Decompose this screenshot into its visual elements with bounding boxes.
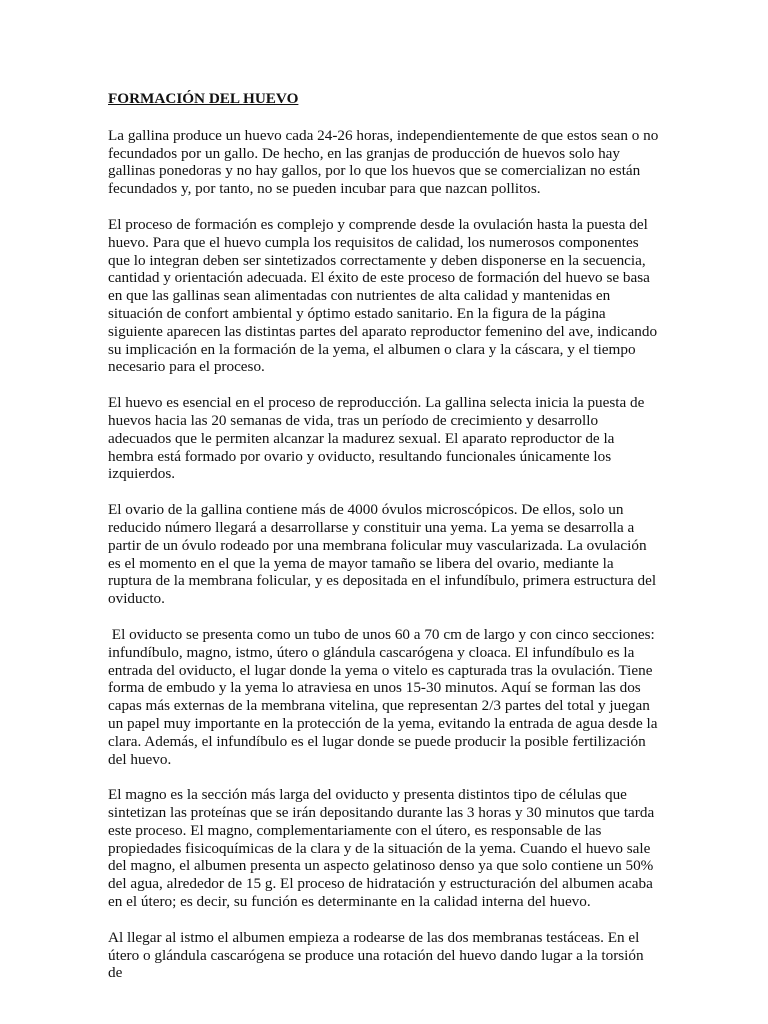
document-title: FORMACIÓN DEL HUEVO xyxy=(108,90,299,107)
paragraph-magnum: El magno es la sección más larga del oviducto y presenta distintos tipo de células que sintetizan las proteínas que se irán depositando durante las 3 horas y 30 minutos que tarda este proceso. El magno, complementariamente con el útero, es responsable de las propiedades fisicoquímicas de la clara y de la situación de la yema. Cuando el huevo sale del magno, el albumen presenta un aspecto gelatinoso denso ya que solo contiene un 50% del agua, alrededor de 15 g. El proceso de hidratación y estructuración del albumen acaba en el útero; es decir, su función es determinante en la calidad interna del huevo. xyxy=(108,786,655,911)
document-body xyxy=(108,90,660,982)
paragraph-intro: La gallina produce un huevo cada 24-26 horas, independientemente de que estos sean o no fecundados por un gallo. De hecho, en las granjas de producción de huevos solo hay gallinas ponedoras y no hay gallos, por lo que los huevos que se comercializan no están fecundados y, por tanto, no se pueden incubar para que nazcan pollitos. xyxy=(108,126,659,198)
paragraph-formation-process: El proceso de formación es complejo y comprende desde la ovulación hasta la puesta del huevo. Para que el huevo cumpla los requisitos de calidad, los numerosos componentes que lo integran deben ser sintetizados correctamente y deben disponerse en la secuencia, cantidad y orientación adecuada. El éxito de este proceso de formación del huevo se basa en que las gallinas sean alimentadas con nutrientes de alta calidad y mantenidas en situación de confort ambiental y óptimo estado sanitario. En la figura de la página siguiente aparecen las distintas partes del aparato reproductor femenino del ave, indicando su implicación en la formación de la yema, el albumen o clara y la cáscara, y el tiempo necesario para el proceso. xyxy=(108,215,658,376)
paragraph-oviduct: El oviducto se presenta como un tubo de unos 60 a 70 cm de largo y con cinco secciones: infundíbulo, magno, istmo, útero o glándula cascarógena y cloaca. El infundíbulo es la entrada del oviducto, el lugar donde la yema o vitelo es capturada tras la ovulación. Tiene forma de embudo y la yema lo atraviesa en unos 15-30 minutos. Aquí se forman las dos capas más externas de la membrana vitelina, que representan 2/3 partes del total y juegan un papel muy importante en la protección de la yema, evitando la entrada de agua desde la clara. Además, el infundíbulo es el lugar donde se puede producir la posible fertilización del huevo. xyxy=(108,625,662,768)
paragraph-isthmus: Al llegar al istmo el albumen empieza a rodearse de las dos membranas testáceas. En el útero o glándula cascarógena se produce una rotación del huevo dando lugar a la torsión de xyxy=(108,928,644,982)
paragraph-ovary: El ovario de la gallina contiene más de 4000 óvulos microscópicos. De ellos, solo un reducido número llegará a desarrollarse y constituir una yema. La yema se desarrolla a partir de un óvulo rodeado por una membrana folicular muy vascularizada. La ovulación es el momento en el que la yema de mayor tamaño se libera del ovario, mediante la ruptura de la membrana folicular, y es depositada en el infundíbulo, primera estructura del oviducto. xyxy=(108,501,657,608)
paragraph-reproduction: El huevo es esencial en el proceso de reproducción. La gallina selecta inicia la puesta de huevos hacia las 20 semanas de vida, tras un período de crecimiento y desarrollo adecuados que le permiten alcanzar la madurez sexual. El aparato reproductor de la hembra está formado por ovario y oviducto, resultando funcionales únicamente los izquierdos. xyxy=(108,394,645,483)
